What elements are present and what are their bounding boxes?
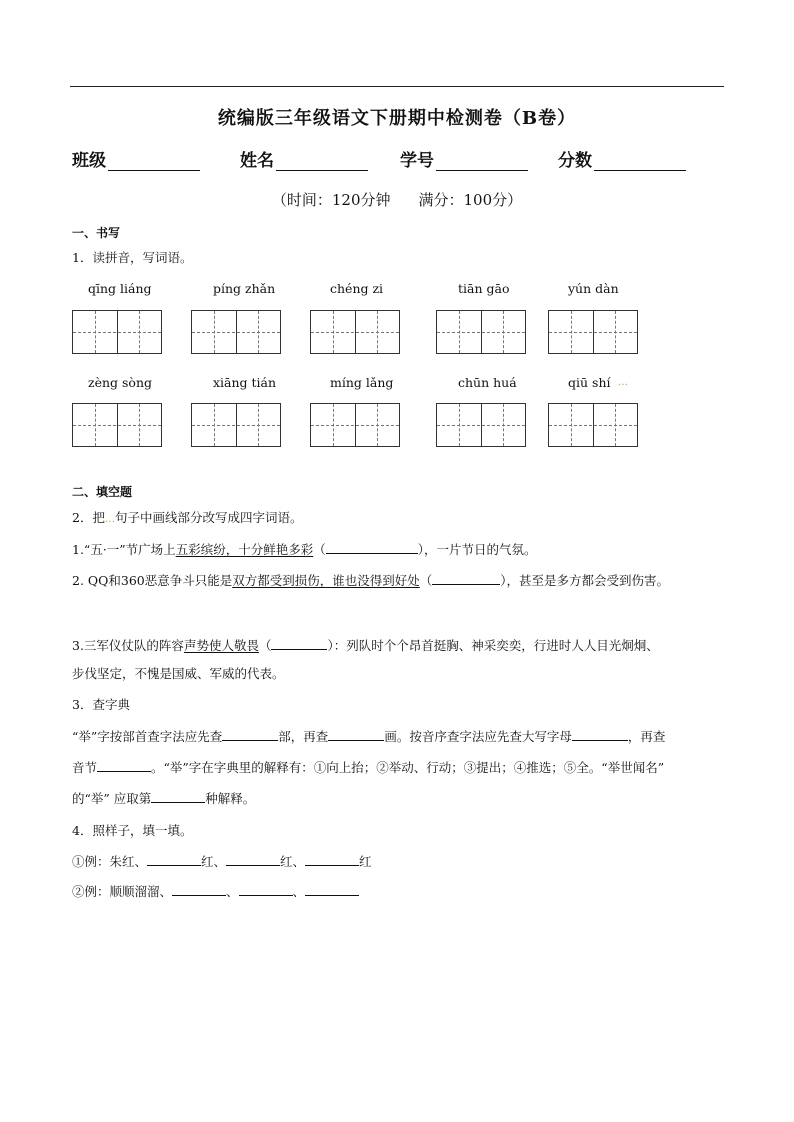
q4-r1a: ①例：朱红、: [72, 854, 148, 869]
s2-paren-open: （: [419, 573, 433, 588]
pinyin-label: qīng liáng: [88, 281, 152, 296]
section-heading-writing: 一、书写: [72, 226, 121, 240]
sentence-1: [72, 540, 536, 558]
q3-l3a: 的“举” 应取第: [72, 791, 152, 806]
s1-post: ），一片节日的气氛。: [417, 542, 537, 557]
q3-l2a: 音节: [72, 760, 98, 775]
writing-grid[interactable]: [310, 403, 400, 447]
s3-underlined: 声势使人敬畏: [183, 638, 259, 653]
name-field[interactable]: [240, 146, 368, 171]
question-1: 1．读拼音，写词语。: [72, 250, 193, 265]
pinyin-label: yún dàn: [568, 281, 619, 296]
q4-r2-blank-2[interactable]: [239, 883, 293, 896]
pinyin-label: píng zhǎn: [213, 281, 276, 296]
pinyin-label: zèng sòng: [88, 375, 153, 390]
page-title: 统编版三年级语文下册期中检测卷（B卷）: [217, 108, 577, 129]
question-4: 4．照样子，填一填。: [72, 823, 193, 838]
q2-prompt-rest: 句子中画线部分改写成四字词语。: [114, 510, 303, 525]
grid-guide: [192, 332, 280, 333]
score-blank[interactable]: [594, 152, 686, 171]
q3-l1c: 画。按音序查字法应先查大写字母: [384, 729, 572, 744]
q4-row-2: [72, 882, 359, 900]
s3-post: ）：列队时个个昂首挺胸、神采奕奕，行进时人人目光炯炯、: [327, 638, 659, 653]
q4-r2-blank-3[interactable]: [305, 883, 359, 896]
grid-guide: [437, 425, 525, 426]
q3-l2b: 。“举”字在字典里的解释有：①向上抬；②举动、行动；③提出；④推选；⑤全。“举世闻名”: [151, 760, 665, 775]
score-label: 分数: [558, 151, 592, 171]
grid-guide: [73, 425, 161, 426]
pinyin-label: chéng zi: [330, 281, 384, 296]
grid-guide: [311, 332, 399, 333]
question-3: 3．查字典: [72, 697, 130, 712]
writing-grid[interactable]: [191, 310, 281, 354]
class-field[interactable]: [72, 146, 200, 171]
question-2: [72, 508, 302, 526]
name-label: 姓名: [240, 151, 274, 171]
pinyin-label: chūn huá: [458, 375, 517, 390]
s1-underlined: 五彩缤纷，十分鲜艳多彩: [175, 542, 314, 557]
q3-radical-blank[interactable]: [222, 728, 278, 741]
q3-l1d: ，再查: [627, 729, 666, 744]
writing-grid[interactable]: [72, 310, 162, 354]
q4-r2a: ②例：顺顺溜溜、: [72, 884, 173, 899]
s2-post: ），甚至是多方都会受到伤害。: [500, 573, 670, 588]
grid-guide: [192, 425, 280, 426]
writing-grid[interactable]: [548, 403, 638, 447]
pinyin-label: tiān gāo: [458, 281, 510, 296]
grid-guide: [549, 425, 637, 426]
edit-mark-icon: …: [618, 377, 628, 388]
q4-r2-blank-1[interactable]: [172, 883, 226, 896]
s2-blank[interactable]: [432, 572, 500, 585]
edit-mark-icon: …: [104, 514, 115, 525]
sentence-3: [72, 636, 659, 654]
s3-paren-open: （: [258, 638, 272, 653]
grid-guide: [311, 425, 399, 426]
q4-r2c: 、: [292, 884, 306, 899]
grid-guide: [437, 332, 525, 333]
grid-guide: [73, 332, 161, 333]
s2-pre: 2. QQ和360恶意争斗只能是: [72, 573, 233, 588]
q4-r1b: 红、: [201, 854, 227, 869]
top-rule: [70, 86, 724, 87]
time-full-score: 满分：100分）: [418, 191, 523, 209]
id-label: 学号: [400, 151, 434, 171]
q4-r1-blank-1[interactable]: [147, 853, 201, 866]
q4-r1-blank-3[interactable]: [305, 853, 359, 866]
q3-line-2: [72, 758, 664, 776]
q3-l1b: 部，再查: [278, 729, 329, 744]
q3-syllable-blank[interactable]: [97, 759, 151, 772]
section-heading-fill: 二、填空题: [72, 485, 133, 499]
s1-pre: 1.“五·一”节广场上: [72, 542, 176, 557]
grid-guide: [549, 332, 637, 333]
q4-r2b: 、: [226, 884, 239, 899]
name-blank[interactable]: [276, 152, 368, 171]
q3-l3b: 种解释。: [205, 791, 256, 806]
q4-r1-blank-2[interactable]: [226, 853, 280, 866]
class-label: 班级: [72, 151, 106, 171]
pinyin-label: míng lǎng: [330, 375, 394, 390]
sentence-2: [72, 571, 669, 589]
q3-line-1: [72, 727, 665, 745]
pinyin-label: qiū shí: [568, 375, 611, 390]
time-duration: （时间：120分钟: [271, 191, 391, 209]
q3-meaning-blank[interactable]: [151, 790, 205, 803]
id-blank[interactable]: [436, 152, 528, 171]
pinyin-label: xiāng tián: [213, 375, 277, 390]
writing-grid[interactable]: [72, 403, 162, 447]
score-field[interactable]: [558, 146, 686, 171]
time-info: [0, 189, 794, 210]
s3-blank[interactable]: [271, 637, 327, 650]
sentence-3-line2: 步伐坚定，不愧是国威、军威的代表。: [72, 666, 285, 681]
q4-row-1: [72, 852, 372, 870]
writing-grid[interactable]: [436, 310, 526, 354]
s3-pre: 3.三军仪仗队的阵容: [72, 638, 184, 653]
writing-grid[interactable]: [548, 310, 638, 354]
s1-paren-open: （: [313, 542, 326, 557]
q3-line-3: [72, 789, 255, 807]
class-blank[interactable]: [108, 152, 200, 171]
s2-underlined: 双方都受到损伤，谁也没得到好处: [232, 573, 420, 588]
q3-letter-blank[interactable]: [572, 728, 628, 741]
q4-r1c: 红、: [280, 854, 306, 869]
q4-r1d: 红: [359, 854, 372, 869]
writing-grid[interactable]: [191, 403, 281, 447]
s1-blank[interactable]: [326, 541, 418, 554]
q2-prompt: 2．把: [72, 510, 105, 525]
writing-grid[interactable]: [310, 310, 400, 354]
q3-strokes-blank[interactable]: [328, 728, 384, 741]
id-field[interactable]: [400, 146, 528, 171]
q3-l1a: “举”字按部首查字法应先查: [72, 729, 223, 744]
writing-grid[interactable]: [436, 403, 526, 447]
